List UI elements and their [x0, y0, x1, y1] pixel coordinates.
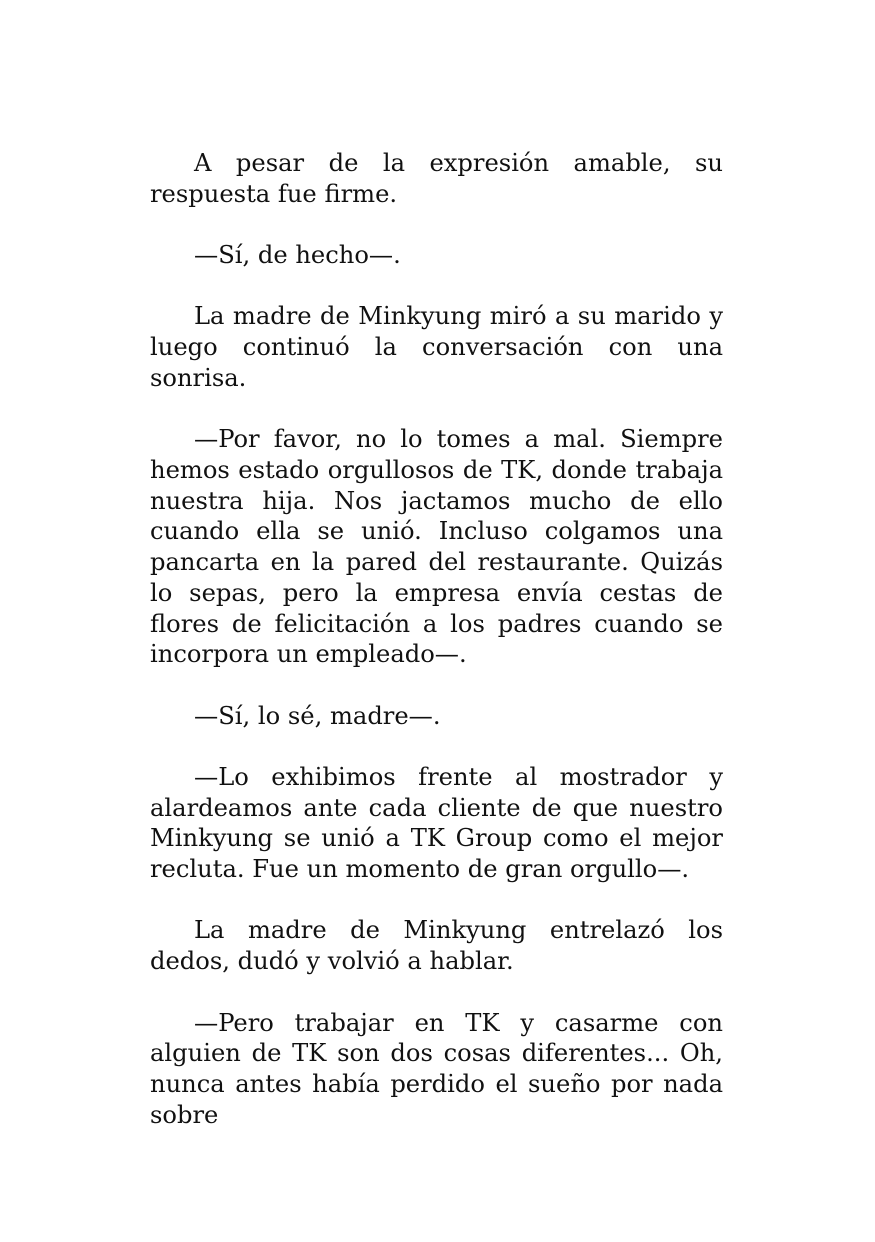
paragraph-8: —Pero trabajar en TK y casarme con alguien de TK son dos cosas diferentes... Oh, nunca antes había perdido el sueño por nada sobre [150, 1008, 723, 1129]
paragraph-7: La madre de Minkyung entrelazó los dedos, dudó y volvió a hablar. [150, 916, 723, 976]
paragraph-1: A pesar de la expresión amable, su respuesta fue firme. [150, 149, 723, 208]
paragraph-3: La madre de Minkyung miró a su marido y luego continuó la conversación con una sonrisa. [150, 302, 723, 392]
paragraph-4: —Por favor, no lo tomes a mal. Siempre hemos estado orgullosos de TK, donde trabaja nuestra hija. Nos jactamos mucho de ello cuando ella se unió. Incluso colgamos una pancarta en la pared del restaurante. Quizás lo sepas, pero la empresa envía cestas de flores de felicitación a los padres cuando se incorpora un empleado—. [150, 425, 723, 669]
paragraph-2: —Sí, de hecho—. [194, 241, 401, 270]
paragraph-6: —Lo exhibimos frente al mostrador y alardeamos ante cada cliente de que nuestro Minkyung se unió a TK Group como el mejor recluta. Fue un momento de gran orgullo—. [150, 762, 723, 884]
page-body-text [150, 148, 723, 1130]
paragraph-5: —Sí, lo sé, madre—. [194, 701, 441, 730]
